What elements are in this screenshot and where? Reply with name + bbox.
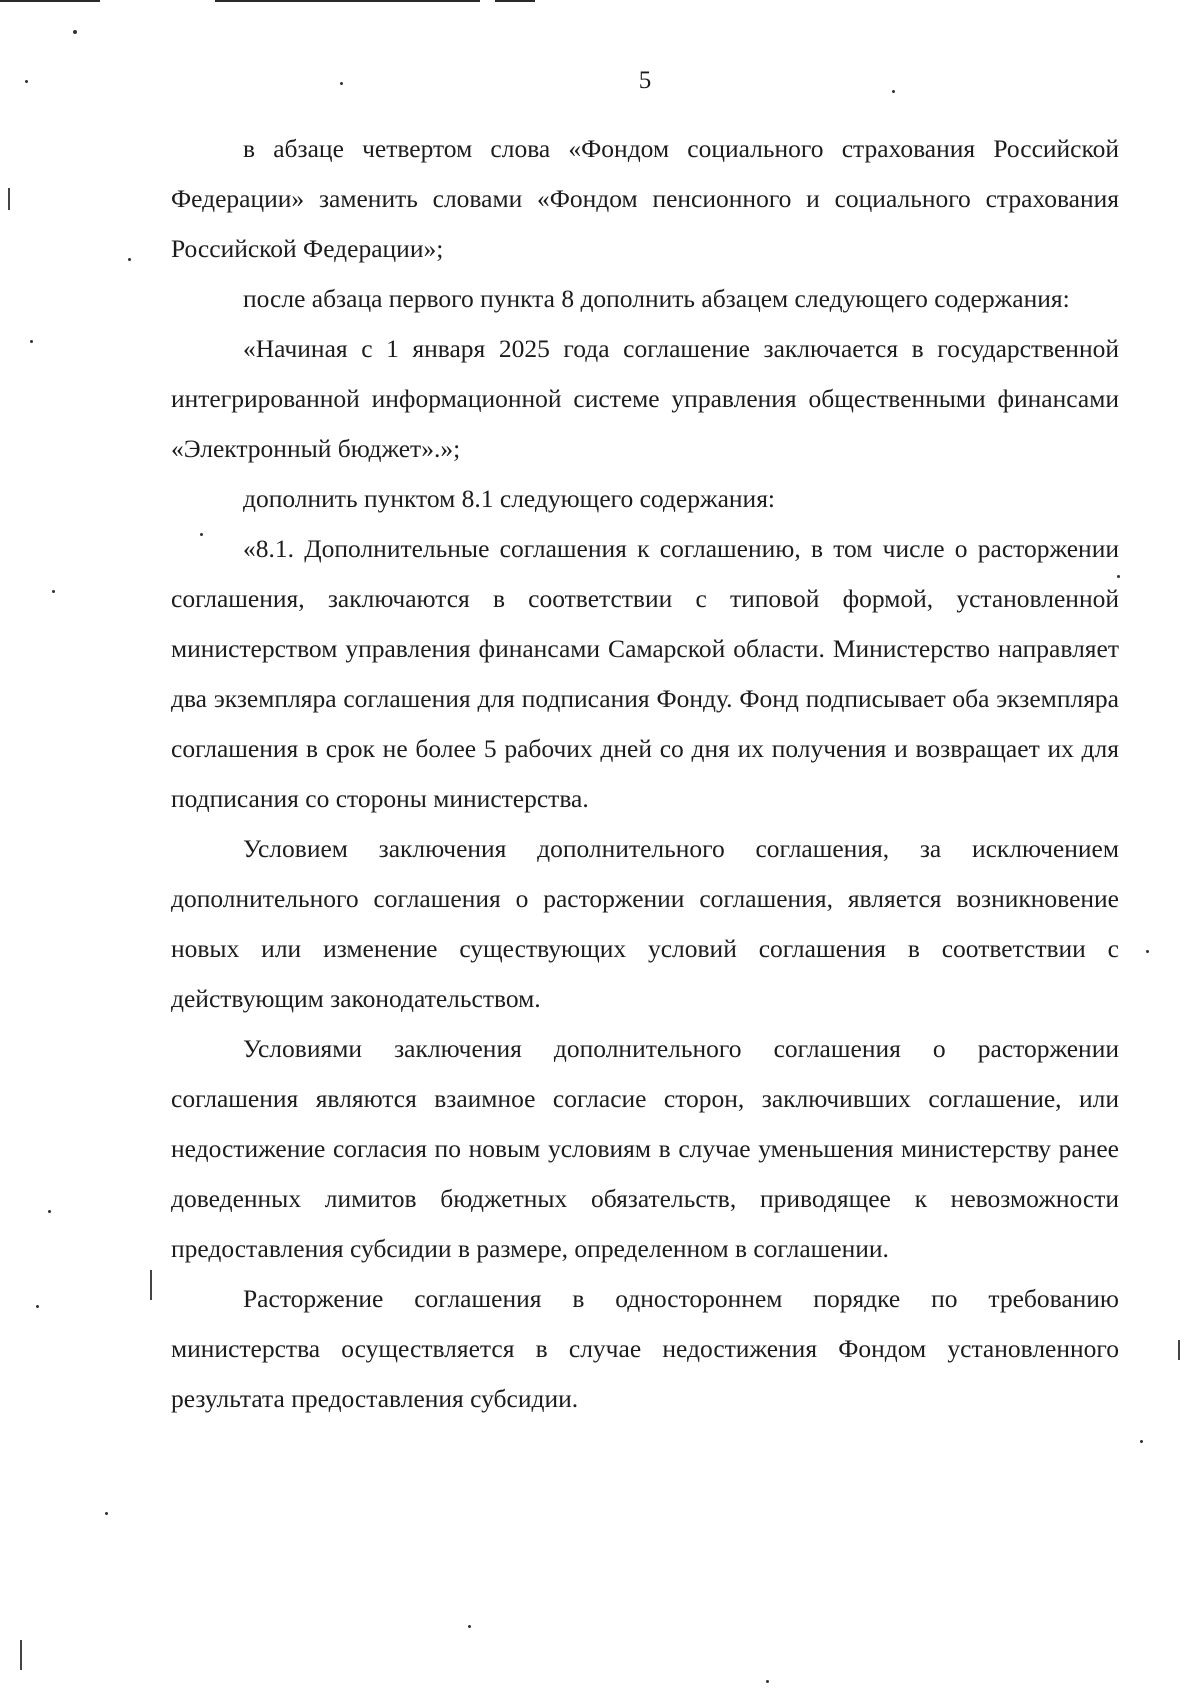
scan-speck <box>766 1680 769 1683</box>
scan-edge-mark <box>1178 1340 1180 1360</box>
scan-speck <box>1140 1440 1143 1443</box>
paragraph-2: после абзаца первого пункта 8 дополнить абзацем следующего содержания: <box>243 284 1070 313</box>
document-body <box>171 124 1119 1424</box>
scan-top-rule-left <box>0 0 100 2</box>
scan-speck <box>128 258 131 261</box>
paragraph-8: Расторжение соглашения в одностороннем порядке по требованию министерства осуществляется в случае недостижения Фондом установленного результата предоставления субсидии. <box>171 1284 1119 1413</box>
scan-speck <box>105 1512 108 1515</box>
paragraph-5: «8.1. Дополнительные соглашения к соглашению, в том числе о расторжении соглашения, заключаются в соответствии с типовой формой, установленной министерством управления финансами Самарской области. Министерство направляет два экземпляра соглашения для подписания Фонду. Фонд подписывает оба экземпляра соглашения в срок не более 5 рабочих дней со дня их получения и возвращает их для подписания со стороны министерства. <box>171 534 1119 813</box>
scan-speck <box>30 340 33 343</box>
scan-top-rule-mid <box>215 0 480 2</box>
scan-speck <box>52 590 55 593</box>
paragraph-3: «Начиная с 1 января 2025 года соглашение заключается в государственной интегрированной информационной системе управления общественными финансами «Электронный бюджет».»; <box>171 334 1119 463</box>
scan-speck <box>468 1625 471 1628</box>
scan-edge-mark <box>150 1270 152 1300</box>
scan-speck <box>36 1305 39 1308</box>
scan-speck <box>73 30 77 34</box>
paragraph-7: Условиями заключения дополнительного соглашения о расторжении соглашения являются взаимное согласие сторон, заключивших соглашение, или недостижение согласия по новым условиям в случае уменьшения министерству ранее доведенных лимитов бюджетных обязательств, приводящее к невозможности предоставления субсидии в размере, определенном в соглашении. <box>171 1034 1119 1263</box>
paragraph-4: дополнить пунктом 8.1 следующего содержания: <box>243 484 776 513</box>
page-number: 5 <box>638 67 652 94</box>
paragraph-6: Условием заключения дополнительного соглашения, за исключением дополнительного соглашения о расторжении соглашения, является возникновение новых или изменение существующих условий соглашения в соответствии с действующим законодательством. <box>171 834 1119 1013</box>
scan-speck <box>48 1210 51 1213</box>
paragraph-1: в абзаце четвертом слова «Фондом социального страхования Российской Федерации» заменить словами «Фондом пенсионного и социального страхования Российской Федерации»; <box>171 134 1119 263</box>
scan-top-rule-right <box>495 0 535 2</box>
scan-edge-mark <box>20 1640 22 1670</box>
scan-speck <box>1146 950 1149 953</box>
scan-edge-mark <box>8 188 10 210</box>
